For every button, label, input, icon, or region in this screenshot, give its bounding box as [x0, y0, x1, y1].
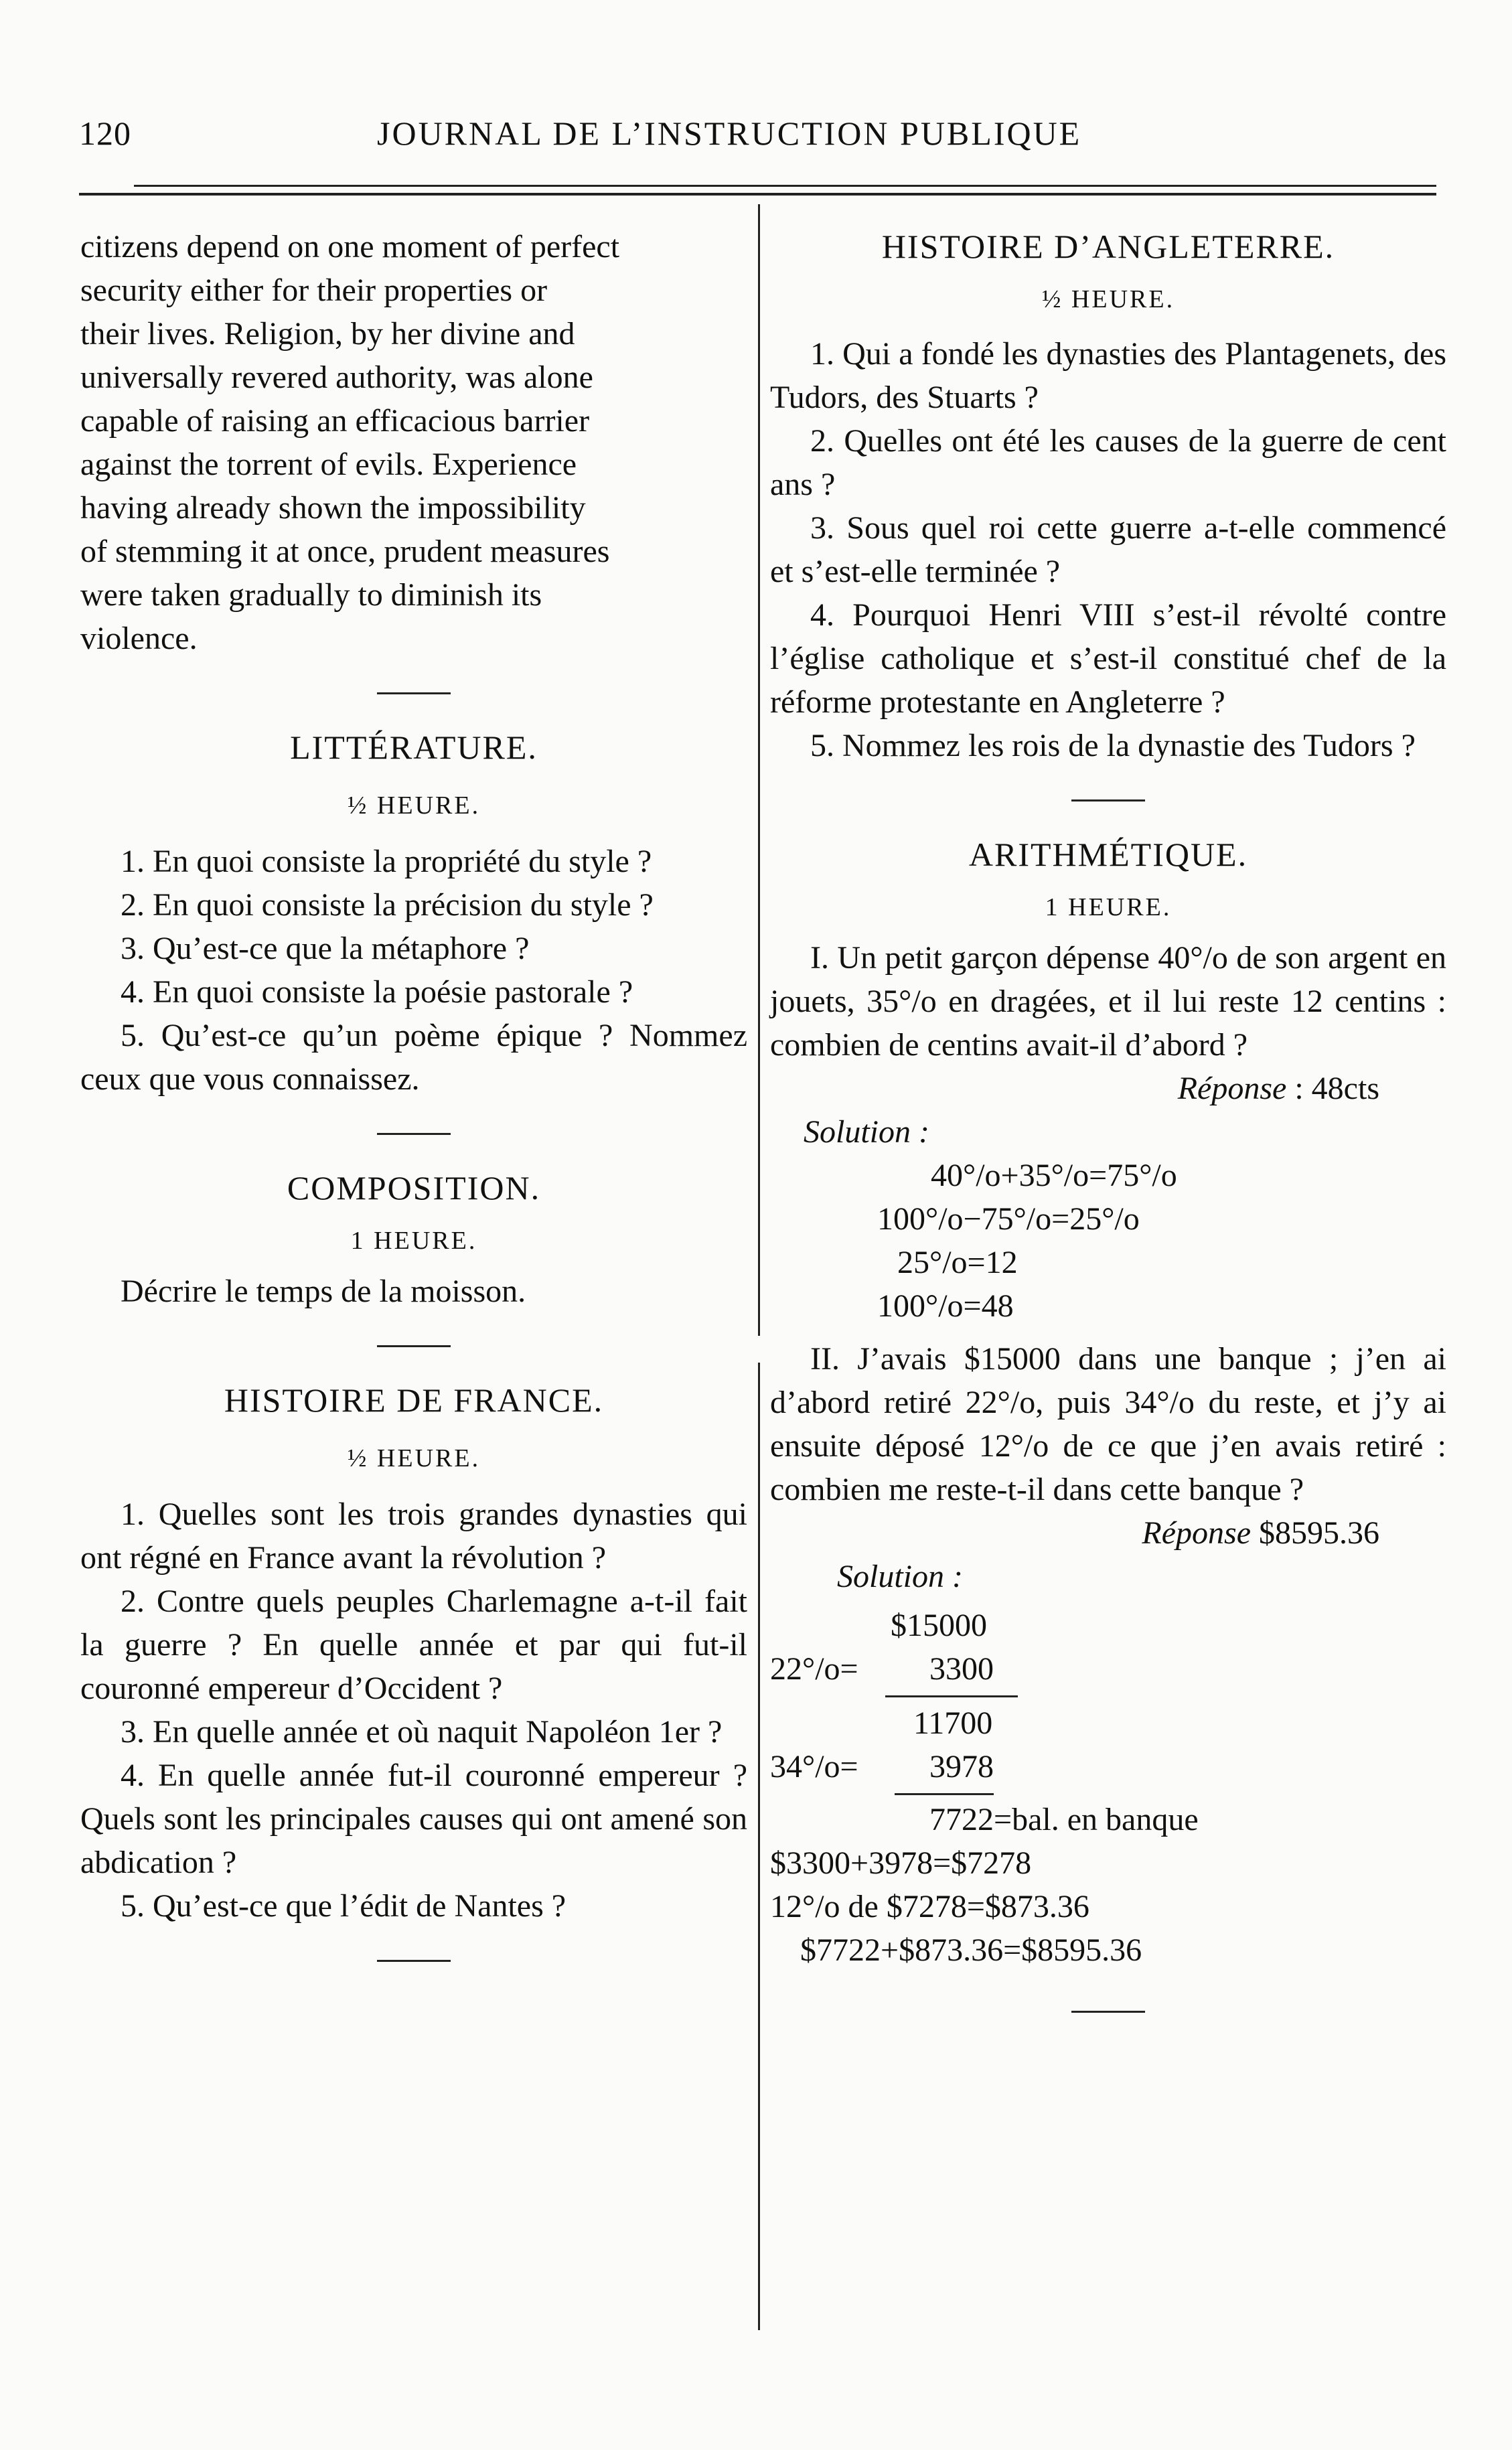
- composition-text: Décrire le temps de la moisson.: [121, 1274, 526, 1309]
- calc-line: 12°/o de $7278=$873.36: [770, 1889, 1089, 1924]
- question: 4. Pourquoi Henri VIII s’est-il révolté contre l’église catholique et s’est-il constitué chef de la réforme protestante en Angleterre ?: [770, 597, 1446, 720]
- question: 1. Qui a fondé les dynasties des Plantagenets, des Tudors, des Stuarts ?: [770, 336, 1446, 415]
- header-rule-thick: [79, 193, 1436, 196]
- intro-line: having already shown the impossibility: [80, 490, 586, 526]
- intro-line: were taken gradually to diminish its: [80, 577, 542, 613]
- calc-rule: [885, 1695, 1018, 1697]
- question: 3. En quelle année et où naquit Napoléon 1er ?: [121, 1714, 723, 1750]
- calc-percent-value: 3300: [929, 1651, 994, 1687]
- section-separator: [80, 1101, 747, 1166]
- section-duration: ½ HEURE.: [347, 1444, 481, 1472]
- intro-line: violence.: [80, 621, 198, 656]
- question: 2. Contre quels peuples Charlemagne a-t-il fait la guerre ? En quelle année et par qui fut-il couronné empereur d’Occident ?: [80, 1584, 747, 1706]
- intro-paragraph: [80, 225, 747, 660]
- calc-percent-label: 34°/o=: [770, 1749, 858, 1784]
- calc-rule: [895, 1793, 994, 1795]
- solution-line: 100°/o=48: [877, 1288, 1014, 1324]
- calc-line: $3300+3978=$7278: [770, 1845, 1032, 1881]
- problem-1: I. Un petit garçon dépense 40°/o de son argent en jouets, 35°/o en dragées, et il lui reste 12 centins : combien de centins avait-il d’abord ?: [770, 940, 1446, 1063]
- intro-line: security either for their properties or: [80, 273, 548, 308]
- question: 1. En quoi consiste la propriété du style ?: [121, 844, 652, 879]
- question: 1. Quelles sont les trois grandes dynasties qui ont régné en France avant la révolution ?: [80, 1497, 747, 1576]
- answer-1: [770, 1067, 1446, 1110]
- section-title: HISTOIRE DE FRANCE.: [224, 1381, 604, 1419]
- section-duration: ½ HEURE.: [347, 791, 481, 820]
- section-composition: [80, 1166, 747, 1313]
- solution-label: Solution :: [837, 1559, 963, 1594]
- section-histoire-france: [80, 1379, 747, 1928]
- intro-line: against the torrent of evils. Experience: [80, 447, 577, 482]
- section-separator: [80, 660, 747, 726]
- calc-start: $15000: [891, 1608, 987, 1643]
- section-title: ARITHMÉTIQUE.: [968, 836, 1248, 873]
- question: 2. Quelles ont été les causes de la guerre de cent ans ?: [770, 423, 1446, 502]
- intro-line: citizens depend on one moment of perfect: [80, 229, 620, 264]
- section-litterature: [80, 726, 747, 1101]
- solution-line: 25°/o=12: [897, 1245, 1018, 1280]
- question: 3. Qu’est-ce que la métaphore ?: [121, 931, 530, 966]
- answer-value: : 48cts: [1286, 1071, 1379, 1106]
- section-separator: [770, 767, 1446, 833]
- section-duration: 1 HEURE.: [350, 1227, 477, 1255]
- question: 5. Qu’est-ce qu’un poème épique ? Nommez ceux que vous connaissez.: [80, 1018, 747, 1097]
- answer-label: Réponse: [1177, 1071, 1287, 1106]
- answer-label: Réponse: [1142, 1515, 1251, 1551]
- calc-percent-value: 3978: [929, 1749, 994, 1784]
- question: 3. Sous quel roi cette guerre a-t-elle commencé et s’est-elle terminée ?: [770, 510, 1446, 589]
- answer-value: $8595.36: [1251, 1515, 1379, 1551]
- left-column: [80, 225, 747, 1993]
- page-header: [79, 114, 1438, 161]
- section-separator: [80, 1928, 747, 1993]
- question: 2. En quoi consiste la précision du style ?: [121, 887, 654, 923]
- section-arithmetique: [770, 833, 1446, 1979]
- section-duration: 1 HEURE.: [1045, 893, 1172, 921]
- section-duration: ½ HEURE.: [1041, 285, 1175, 313]
- right-column: [770, 225, 1446, 2044]
- header-rule-thin: [134, 185, 1436, 187]
- section-title: HISTOIRE D’ANGLETERRE.: [881, 228, 1335, 265]
- question: 4. En quoi consiste la poésie pastorale ?: [121, 974, 633, 1010]
- section-separator: [770, 1979, 1446, 2044]
- intro-line: universally revered authority, was alone: [80, 360, 593, 395]
- question: 5. Qu’est-ce que l’édit de Nantes ?: [121, 1888, 566, 1924]
- column-divider-upper: [758, 204, 760, 1336]
- calculation-block: [770, 1604, 1446, 1979]
- question: 5. Nommez les rois de la dynastie des Tudors ?: [810, 728, 1416, 763]
- solution-line: 100°/o−75°/o=25°/o: [877, 1201, 1140, 1237]
- running-title: JOURNAL DE L’INSTRUCTION PUBLIQUE: [377, 114, 1082, 152]
- question: 4. En quelle année fut-il couronné empereur ? Quels sont les principales causes qui ont amené son abdication ?: [80, 1758, 747, 1880]
- solution-1: [770, 1154, 1446, 1328]
- section-title: COMPOSITION.: [287, 1169, 541, 1207]
- calc-subtotal: 11700: [913, 1705, 993, 1741]
- page-number: 120: [79, 114, 131, 152]
- intro-line: their lives. Religion, by her divine and: [80, 316, 575, 352]
- section-histoire-angleterre: [770, 225, 1446, 767]
- section-separator: [80, 1313, 747, 1379]
- calc-line: $7722+$873.36=$8595.36: [800, 1932, 1142, 1968]
- problem-2: II. J’avais $15000 dans une banque ; j’en ai d’abord retiré 22°/o, puis 34°/o du reste, et j’y ai ensuite déposé 12°/o de ce que j’en avais retiré : combien me reste-t-il dans cette banque ?: [770, 1341, 1446, 1507]
- calc-percent-label: 22°/o=: [770, 1651, 858, 1687]
- solution-label: Solution :: [804, 1114, 929, 1150]
- answer-2: [770, 1511, 1446, 1555]
- intro-line: capable of raising an efficacious barrier: [80, 403, 590, 439]
- section-title: LITTÉRATURE.: [290, 729, 538, 766]
- solution-line: 40°/o+35°/o=75°/o: [931, 1158, 1177, 1193]
- column-divider-lower: [758, 1363, 760, 2330]
- calc-balance: 7722=bal. en banque: [929, 1802, 1199, 1837]
- intro-line: of stemming it at once, prudent measures: [80, 534, 610, 569]
